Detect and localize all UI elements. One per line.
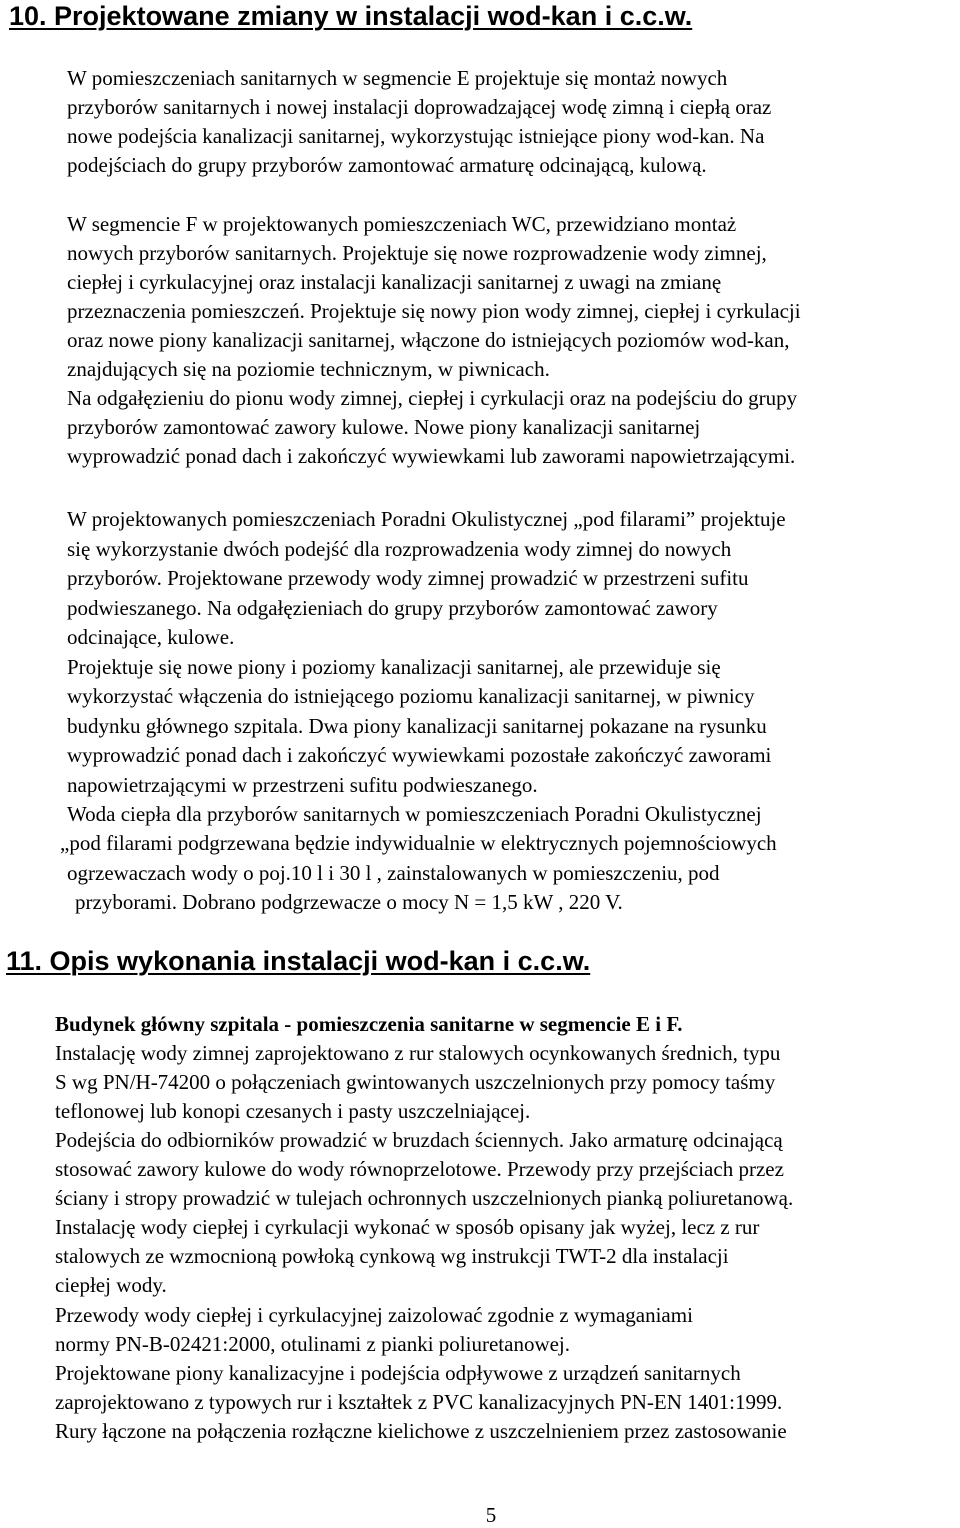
text-line: Projektuje się nowe piony i poziomy kanalizacji sanitarnej, ale przewiduje się xyxy=(67,655,721,679)
text-line: stosować zawory kulowe do wody równoprzelotowe. Przewody przy przejściach przez xyxy=(55,1157,784,1181)
text-line: wyprowadzić ponad dach i zakończyć wywiewkami lub zaworami napowietrzającymi. xyxy=(67,444,796,468)
text-line: przyborów zamontować zawory kulowe. Nowe piony kanalizacji sanitarnej xyxy=(67,415,701,439)
text-line: Instalację wody zimnej zaprojektowano z rur stalowych ocynkowanych średnich, typu xyxy=(55,1041,781,1065)
page-number: 5 xyxy=(485,1503,497,1527)
text-line: S wg PN/H-74200 o połączeniach gwintowanych uszczelnionych przy pomocy taśmy xyxy=(55,1070,776,1094)
text-line: przyborami. Dobrano podgrzewacze o mocy N = 1,5 kW , 220 V. xyxy=(75,890,623,914)
text-line: Woda ciepła dla przyborów sanitarnych w pomieszczeniach Poradni Okulistycznej xyxy=(67,802,762,826)
text-line: budynku głównego szpitala. Dwa piony kanalizacji sanitarnej pokazane na rysunku xyxy=(67,714,767,738)
text-line: Podejścia do odbiorników prowadzić w bruzdach ściennych. Jako armaturę odcinającą xyxy=(55,1128,783,1152)
text-line: wyprowadzić ponad dach i zakończyć wywiewkami pozostałe zakończyć zaworami xyxy=(67,743,772,767)
text-line: W segmencie F w projektowanych pomieszczeniach WC, przewidziano montaż xyxy=(67,212,737,236)
text-line: teflonowej lub konopi czesanych i pasty uszczelniającej. xyxy=(55,1099,531,1123)
text-line: zaprojektowano z typowych rur i kształtek z PVC kanalizacyjnych PN-EN 1401:1999. xyxy=(55,1390,783,1414)
text-line: wykorzystać włączenia do istniejącego poziomu kanalizacji sanitarnej, w piwnicy xyxy=(67,684,755,708)
section-10-heading: 10. Projektowane zmiany w instalacji wod-kan i c.c.w. xyxy=(9,1,693,31)
text-line: się wykorzystanie dwóch podejść dla rozprowadzenia wody zimnej do nowych xyxy=(67,537,732,561)
text-line: ciepłej i cyrkulacyjnej oraz instalacji kanalizacji sanitarnej z uwagi na zmianę xyxy=(67,270,722,294)
text-line: przyborów sanitarnych i nowej instalacji doprowadzającej wodę zimną i ciepłą oraz xyxy=(67,95,772,119)
text-line: Rury łączone na połączenia rozłączne kielichowe z uszczelnieniem przez zastosowanie xyxy=(55,1419,787,1443)
text-line: ściany i stropy prowadzić w tulejach ochronnych uszczelnionych pianką poliuretanową. xyxy=(55,1186,794,1210)
text-line: podejściach do grupy przyborów zamontować armaturę odcinającą, kulową. xyxy=(67,153,707,177)
text-line: nowych przyborów sanitarnych. Projektuje się nowe rozprowadzenie wody zimnej, xyxy=(67,241,767,265)
section-11-heading: 11. Opis wykonania instalacji wod-kan i c.c.w. xyxy=(6,946,591,976)
text-line: „pod filarami podgrzewana będzie indywidualnie w elektrycznych pojemnościowych xyxy=(60,831,777,855)
text-line: odcinające, kulowe. xyxy=(67,625,235,649)
text-line: Na odgałęzieniu do pionu wody zimnej, ciepłej i cyrkulacji oraz na podejściu do grupy xyxy=(67,386,798,410)
text-line: ogrzewaczach wody o poj.10 l i 30 l , zainstalowanych w pomieszczeniu, pod xyxy=(67,861,720,885)
text-line: napowietrzającymi w przestrzeni sufitu podwieszanego. xyxy=(67,773,538,797)
section-11-subheading: Budynek główny szpitala - pomieszczenia sanitarne w segmencie E i F. xyxy=(55,1012,683,1036)
text-line: podwieszanego. Na odgałęzieniach do grupy przyborów zamontować zawory xyxy=(67,596,718,620)
text-line: W pomieszczeniach sanitarnych w segmencie E projektuje się montaż nowych xyxy=(67,66,728,90)
text-line: W projektowanych pomieszczeniach Poradni Okulistycznej „pod filarami” projektuje xyxy=(67,507,786,531)
text-line: znajdujących się na poziomie technicznym, w piwnicach. xyxy=(67,357,550,381)
text-line: przyborów. Projektowane przewody wody zimnej prowadzić w przestrzeni sufitu xyxy=(67,566,749,590)
text-line: Przewody wody ciepłej i cyrkulacyjnej zaizolować zgodnie z wymaganiami xyxy=(55,1303,693,1327)
text-line: przeznaczenia pomieszczeń. Projektuje się nowy pion wody zimnej, ciepłej i cyrkulacji xyxy=(67,299,801,323)
text-line: Instalację wody ciepłej i cyrkulacji wykonać w sposób opisany jak wyżej, lecz z rur xyxy=(55,1215,760,1239)
text-line: normy PN-B-02421:2000, otulinami z pianki poliuretanowej. xyxy=(55,1332,571,1356)
text-line: oraz nowe piony kanalizacji sanitarnej, włączone do istniejących poziomów wod-kan, xyxy=(67,328,790,352)
text-line: stalowych ze wzmocnioną powłoką cynkową wg instrukcji TWT-2 dla instalacji xyxy=(55,1244,729,1268)
text-line: nowe podejścia kanalizacji sanitarnej, wykorzystując istniejące piony wod-kan. Na xyxy=(67,124,765,148)
text-line: ciepłej wody. xyxy=(55,1273,167,1297)
text-line: Projektowane piony kanalizacyjne i podejścia odpływowe z urządzeń sanitarnych xyxy=(55,1361,741,1385)
